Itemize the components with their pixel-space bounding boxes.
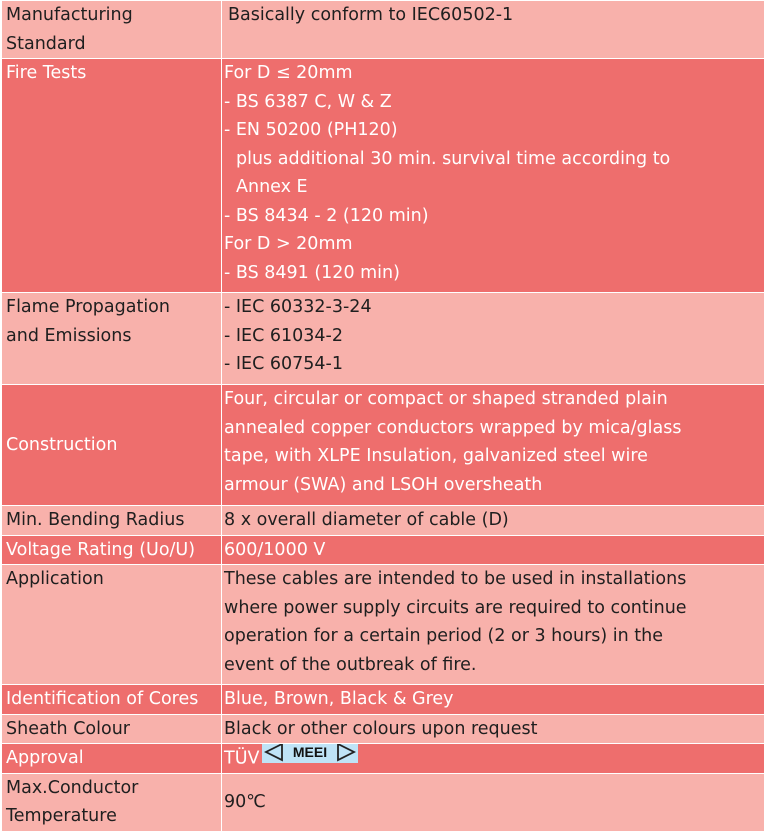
value-line: [224, 744, 764, 773]
value-line: Basically conform to IEC60502-1: [228, 5, 514, 25]
spec-row-voltage-rating: [2, 535, 765, 565]
row-value: [222, 685, 765, 715]
value-line: Blue, Brown, Black & Grey: [224, 689, 454, 709]
row-label: [2, 744, 222, 774]
value-line: annealed copper conductors wrapped by mica/glass: [224, 417, 682, 438]
value-line: - BS 8434 - 2 (120 min): [224, 205, 429, 226]
value-line: tape, with XLPE Insulation, galvanized steel wire: [224, 446, 648, 466]
row-value: [222, 714, 765, 744]
label-line: Standard: [6, 33, 86, 54]
row-label: [2, 773, 222, 831]
value-line: plus additional 30 min. survival time according to: [236, 148, 671, 169]
label-line: Sheath Colour: [6, 718, 130, 739]
row-value: [222, 385, 765, 506]
value-line: - IEC 61034-2: [224, 325, 343, 346]
row-value: [222, 744, 765, 774]
value-line: 90℃: [224, 792, 266, 812]
value-line: 600/1000 V: [224, 539, 326, 560]
value-line: armour (SWA) and LSOH oversheath: [224, 474, 543, 495]
label-line: Construction: [6, 434, 118, 455]
row-value: [222, 565, 765, 685]
label-line: and Emissions: [6, 325, 132, 346]
row-label: [2, 535, 222, 565]
spec-row-sheath-colour: [2, 714, 765, 744]
value-line: - BS 6387 C, W & Z: [224, 91, 392, 112]
label-line: Temperature: [6, 806, 117, 827]
value-line: Black or other colours upon request: [224, 718, 538, 739]
row-label: [2, 293, 222, 385]
value-line: For D > 20mm: [224, 234, 353, 254]
value-line: - BS 8491 (120 min): [224, 262, 400, 283]
label-line: Approval: [6, 748, 84, 768]
value-line: where power supply circuits are required to continue: [224, 597, 687, 618]
spec-row-max-conductor-temperature: [2, 773, 765, 831]
spec-row-fire-tests: [2, 59, 765, 293]
spec-row-approval: [2, 744, 765, 774]
row-value: [222, 293, 765, 385]
row-label: [2, 714, 222, 744]
row-label: [2, 506, 222, 536]
value-line: 8 x overall diameter of cable (D): [224, 510, 509, 530]
row-value: [222, 1, 765, 59]
spec-row-application: [2, 565, 765, 685]
label-line: Identification of Cores: [6, 689, 199, 709]
value-line: operation for a certain period (2 or 3 hours) in the: [224, 626, 664, 646]
row-label: [2, 565, 222, 685]
row-value: [222, 535, 765, 565]
value-line: Annex E: [236, 177, 308, 197]
meei-logo-text: MEEI: [293, 744, 328, 760]
value-line: - IEC 60332-3-24: [224, 297, 372, 317]
spec-row-construction: [2, 385, 765, 506]
row-label: [2, 385, 222, 506]
label-line: Max.Conductor: [6, 777, 139, 798]
value-line: - EN 50200 (PH120): [224, 120, 398, 140]
label-line: Voltage Rating (Uo/U): [6, 539, 196, 560]
spec-row-flame-propagation: [2, 293, 765, 385]
spec-row-min-bending-radius: [2, 506, 765, 536]
spec-row-manufacturing-standard: [2, 1, 765, 59]
approval-tuv-text: TÜV: [224, 748, 260, 769]
label-line: Application: [6, 569, 104, 589]
label-line: Flame Propagation: [6, 297, 170, 317]
label-line: Fire Tests: [6, 63, 87, 83]
meei-certification-logo-icon: [262, 744, 358, 773]
row-value: [222, 59, 765, 293]
meei-logo-svg: [262, 744, 358, 764]
spec-table: [1, 0, 765, 832]
label-line: Min. Bending Radius: [6, 510, 185, 530]
value-line: - IEC 60754-1: [224, 354, 343, 374]
row-label: [2, 1, 222, 59]
value-line: event of the outbreak of fire.: [224, 654, 477, 675]
value-line: Four, circular or compact or shaped stranded plain: [224, 389, 668, 409]
spec-row-identification-of-cores: [2, 685, 765, 715]
value-line: These cables are intended to be used in installations: [224, 569, 687, 589]
value-line: For D ≤ 20mm: [224, 63, 353, 83]
label-line: Manufacturing: [6, 5, 133, 25]
row-label: [2, 59, 222, 293]
row-label: [2, 685, 222, 715]
row-value: [222, 506, 765, 536]
row-value: [222, 773, 765, 831]
